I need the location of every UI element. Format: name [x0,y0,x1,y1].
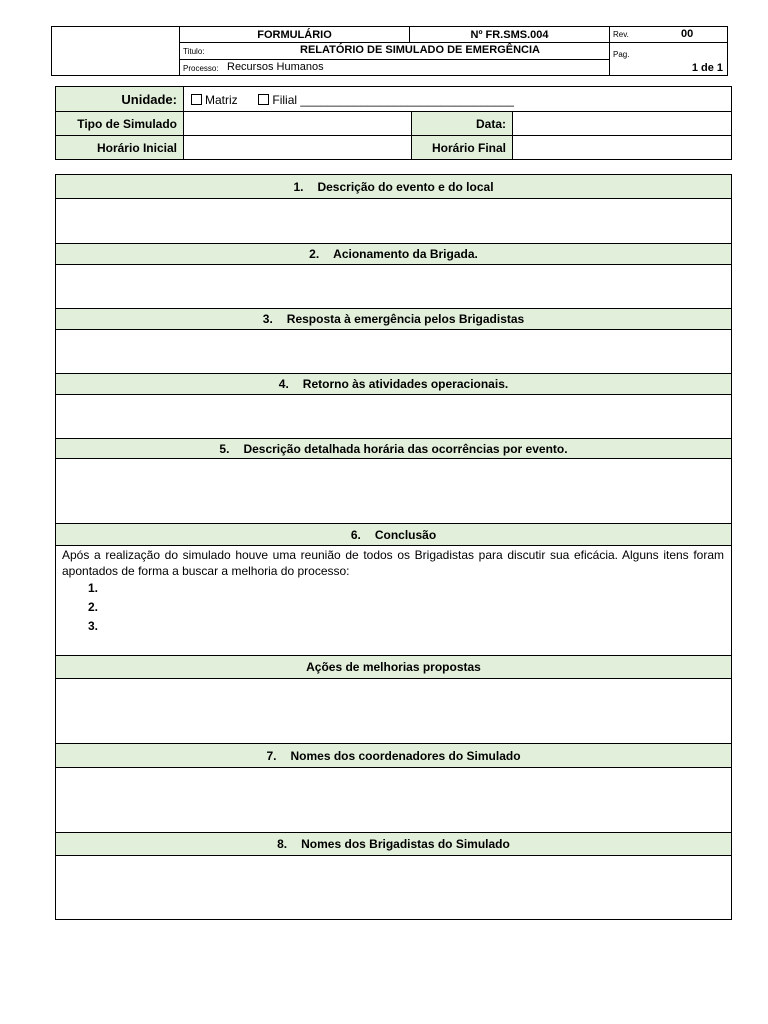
section-5-body[interactable] [56,459,731,523]
page-cell [609,42,728,76]
section-2-body[interactable] [56,265,731,308]
improvement-actions-title: Ações de melhorias propostas [306,660,481,674]
conclusion-item-2: 2. [88,600,99,614]
date-field[interactable] [512,111,732,136]
end-time-field[interactable] [512,135,732,160]
section-7-header [55,743,732,768]
section-1-body[interactable] [56,199,731,243]
form-code: Nº FR.SMS.004 [470,28,549,41]
section-8-body[interactable] [56,856,731,919]
section-2-title: Acionamento da Brigada. [333,247,478,261]
page-value: 1 de 1 [691,62,723,74]
process-label: Processo: [183,64,219,73]
type-label-cell [55,111,184,136]
date-label: Data: [475,116,506,131]
unit-label-cell [55,86,184,112]
section-4-body[interactable] [56,395,731,438]
start-time-label: Horário Inicial [96,140,177,155]
page-label: Pag. [613,50,630,59]
end-time-label: Horário Final [431,140,506,155]
section-5-number: 5. [219,441,230,456]
filial-option-label: Filial [272,93,298,107]
filial-blank-line[interactable]: ________________________________ [300,93,514,107]
start-time-label-cell [55,135,184,160]
document-title: RELATÓRIO DE SIMULADO DE EMERGÊNCIA [300,44,540,56]
section-8-header [55,832,732,856]
type-field[interactable] [183,111,412,136]
section-3-number: 3. [262,312,273,326]
section-4-number: 4. [278,377,289,391]
title-label: Titulo: [183,47,205,56]
conclusion-text: Após a realização do simulado houve uma reunião de todos os Brigadistas para discutir sua eficácia. Alguns itens foram apontados de forma a buscar a melhoria do processo: [62,548,724,578]
title-cell [179,42,610,60]
unit-options-cell [183,86,732,112]
conclusion-body[interactable] [56,546,731,655]
logo-cell [51,26,180,76]
form-label: FORMULÁRIO [257,28,332,41]
revision-cell [609,26,728,43]
improvement-actions-header [55,655,732,679]
section-2-header [55,243,732,265]
type-label: Tipo de Simulado [77,116,177,131]
section-6-title: Conclusão [374,527,437,542]
section-3-body[interactable] [56,330,731,373]
section-4-title: Retorno às atividades operacionais. [302,377,509,391]
revision-value: 00 [681,28,694,40]
section-4-header [55,373,732,395]
process-value: Recursos Humanos [227,61,324,73]
section-7-title: Nomes dos coordenadores do Simulado [290,748,521,763]
conclusion-item-3: 3. [88,619,99,633]
section-7-body[interactable] [56,768,731,832]
section-5-title: Descrição detalhada horária das ocorrências por evento. [243,441,568,456]
start-time-field[interactable] [183,135,412,160]
unit-label: Unidade: [121,91,177,107]
matriz-option-label: Matriz [205,93,238,107]
section-3-header [55,308,732,330]
section-3-title: Resposta à emergência pelos Brigadistas [286,312,525,326]
section-6-number: 6. [350,527,361,542]
section-6-header [55,523,732,546]
date-label-cell [411,111,513,136]
section-5-header [55,438,732,459]
section-2-number: 2. [309,247,320,261]
process-cell [179,59,610,76]
filial-checkbox[interactable] [258,94,269,105]
section-1-title: Descrição do evento e do local [317,179,494,194]
end-time-label-cell [411,135,513,160]
form-code-cell [409,26,610,43]
improvement-actions-body[interactable] [56,679,731,743]
section-1-number: 1. [293,179,304,194]
form-label-cell [179,26,410,43]
section-8-title: Nomes dos Brigadistas do Simulado [301,837,510,851]
revision-label: Rev. [613,30,629,39]
section-1-header [55,174,732,199]
section-8-number: 8. [277,837,288,851]
conclusion-item-1: 1. [88,581,99,595]
matriz-checkbox[interactable] [191,94,202,105]
section-7-number: 7. [266,748,277,763]
